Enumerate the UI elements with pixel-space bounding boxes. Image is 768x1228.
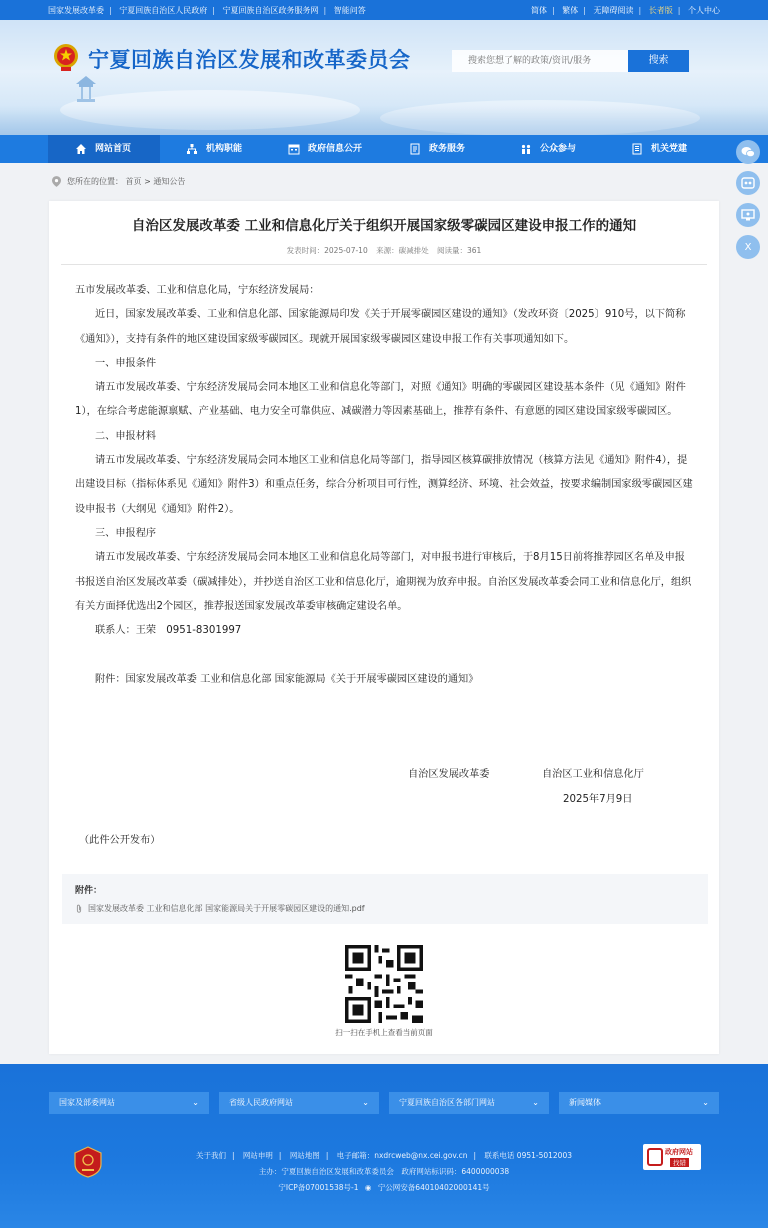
weibo-float-button[interactable] — [736, 171, 760, 195]
badge-line1: 政府网站 — [665, 1148, 693, 1156]
attachment-file-link[interactable] — [75, 903, 365, 914]
close-icon: X — [744, 241, 752, 253]
select-ministry-sites[interactable] — [49, 1092, 209, 1114]
footer-email: 电子邮箱：nxdrcweb@nx.cei.gov.cn — [336, 1151, 468, 1160]
link-smart-qa[interactable]: 智能问答 — [333, 6, 366, 15]
nav-info-disclosure[interactable] — [288, 135, 362, 163]
chevron-down-icon: ⌄ — [192, 1098, 199, 1107]
select-news-media-label: 新闻媒体 — [569, 1098, 601, 1107]
wechat-icon — [741, 146, 755, 158]
select-department-sites[interactable] — [389, 1092, 549, 1114]
breadcrumb-prefix: 您所在的位置： — [67, 177, 123, 186]
top-bar-left-links: 国家发展改革委 | 宁夏回族自治区人民政府 | 宁夏回族自治区政务服务网 | 智能问答 — [48, 6, 366, 15]
error-report-icon — [647, 1148, 663, 1166]
link-elder-mode[interactable]: 长者版 — [648, 6, 673, 15]
location-pin-icon — [52, 176, 61, 187]
top-bar — [0, 0, 768, 20]
link-nx-gov[interactable]: 宁夏回族自治区人民政府 — [119, 6, 208, 15]
footer-host: 主办：宁夏回族自治区发展和改革委员会 政府网站标识码：6400000038 — [258, 1167, 510, 1176]
nav-organization[interactable] — [186, 135, 242, 163]
nav-party-building-label: 机关党建 — [651, 144, 688, 154]
nav-home-label: 网站首页 — [95, 144, 132, 154]
article-body — [75, 279, 695, 692]
signer-miit: 自治区工业和信息化厅 — [542, 769, 644, 780]
breadcrumb — [52, 176, 185, 187]
monitor-float-button[interactable] — [736, 203, 760, 227]
paragraph-materials: 请五市发展改革委、宁东经济发展局会同本地区工业和信息化局等部门，指导园区核算碳排放情况（核算方法见《通知》附件4），提出建设目标（指标体系见《通知》附件3）和重点任务，综合分析项目可行性，测算经济、环境、社会效益，按要求编制国家级零碳园区建设申报书（大纲见《通知》附件2）。 — [75, 455, 693, 515]
main-nav — [0, 135, 768, 163]
footer-phone: 联系电话 0951-5012003 — [484, 1151, 573, 1160]
link-simplified[interactable]: 简体 — [531, 6, 547, 15]
breadcrumb-home[interactable]: 首页 — [125, 177, 142, 186]
nav-home[interactable] — [48, 135, 160, 163]
top-bar-right-links: 简体 | 繁体 | 无障碍阅读 | 长者版 | 个人中心 — [531, 6, 720, 15]
police-badge-icon: ◉ — [364, 1183, 372, 1192]
footer-info: 关于我们 | 网站申明 | 网站地图 | 电子邮箱：nxdrcweb@nx.cei.gov.cn | 联系电话 0951-5012003 主办：宁夏回族自治区发展和改革委员会 政府网站标识码：6400000038 宁ICP备07001538号-1 ◉ 宁公网安备64010402000141号 — [0, 1148, 768, 1196]
select-provincial-sites-label: 省级人民政府网站 — [229, 1098, 293, 1107]
view-count: 阅读量：361 — [437, 246, 482, 255]
weibo-icon — [741, 177, 755, 189]
salutation: 五市发展改革委、工业和信息化局，宁东经济发展局： — [75, 285, 320, 296]
link-ndrc[interactable]: 国家发展改革委 — [48, 6, 104, 15]
nav-gov-service-label: 政务服务 — [429, 144, 466, 154]
site-footer — [0, 1064, 768, 1228]
site-title[interactable]: 宁夏回族自治区发展和改革委员会 — [88, 47, 411, 72]
sign-date: 2025年7月9日 — [563, 794, 633, 805]
chevron-down-icon: ⌄ — [362, 1098, 369, 1107]
people-icon — [520, 143, 532, 155]
calendar-icon — [288, 143, 300, 155]
article-meta — [49, 245, 719, 256]
paragraph-intro: 近日，国家发展改革委、工业和信息化部、国家能源局印发《关于开展零碳园区建设的通知》（发改环资〔2025〕910号，以下简称《通知》），支持有条件的地区建设国家级零碳园区。现就开展国家级零碳园区建设申报工作有关事项通知如下。 — [75, 309, 686, 345]
footer-link-statement[interactable]: 网站申明 — [242, 1151, 273, 1160]
link-traditional[interactable]: 繁体 — [562, 6, 579, 15]
select-provincial-sites[interactable] — [219, 1092, 379, 1114]
paperclip-icon — [75, 904, 83, 914]
section-heading-materials: 二、申报材料 — [95, 430, 157, 442]
nav-public-participation[interactable] — [520, 135, 576, 163]
search-input[interactable] — [452, 50, 628, 72]
close-float-button[interactable] — [736, 235, 760, 259]
attachment-line: 附件：国家发展改革委 工业和信息化部 国家能源局《关于开展零碳园区建设的通知》 — [95, 673, 479, 685]
chevron-down-icon: ⌄ — [532, 1098, 539, 1107]
attachment-file-name: 国家发展改革委 工业和信息化部 国家能源局关于开展零碳园区建设的通知.pdf — [88, 904, 365, 913]
footer-police-record[interactable]: 宁公网安备64010402000141号 — [377, 1183, 490, 1192]
monitor-icon — [741, 209, 755, 221]
link-accessible[interactable]: 无障碍阅读 — [593, 6, 634, 15]
wechat-float-button[interactable] — [736, 140, 760, 164]
select-news-media[interactable] — [559, 1092, 719, 1114]
select-ministry-sites-label: 国家及部委网站 — [59, 1098, 115, 1107]
publish-time: 发表时间：2025-07-10 — [286, 246, 368, 255]
article-source: 来源：碳减排处 — [376, 246, 429, 255]
article-icon — [631, 143, 643, 155]
badge-line2: 找错 — [670, 1158, 689, 1167]
qr-code-icon — [345, 945, 423, 1023]
nav-public-participation-label: 公众参与 — [540, 144, 577, 154]
national-emblem-icon — [52, 42, 80, 72]
public-note: （此件公开发布） — [79, 835, 161, 846]
select-department-sites-label: 宁夏回族自治区各部门网站 — [399, 1098, 495, 1107]
footer-link-about[interactable]: 关于我们 — [195, 1151, 226, 1160]
org-chart-icon — [186, 143, 198, 155]
document-icon — [409, 143, 421, 155]
attachments-label: 附件： — [75, 886, 103, 896]
attachments-box — [62, 874, 708, 924]
link-personal-center[interactable]: 个人中心 — [688, 6, 720, 15]
nav-info-disclosure-label: 政府信息公开 — [308, 144, 363, 154]
contact-line: 联系人：王荣 0951-8301997 — [95, 625, 242, 637]
footer-icp[interactable]: 宁ICP备07001538号-1 — [278, 1183, 359, 1192]
paragraph-conditions: 请五市发展改革委、宁东经济发展局会同本地区工业和信息化等部门，对照《通知》明确的零碳园区建设基本条件（见《通知》附件1），在综合考虑能源禀赋、产业基础、电力安全可靠供应、减碳潜力等因素基础上，推荐有条件、有意愿的园区建设国家级零碳园区。 — [75, 382, 686, 418]
nav-party-building[interactable] — [631, 135, 687, 163]
article-card — [49, 201, 719, 1054]
nav-gov-service[interactable] — [409, 135, 465, 163]
title-divider — [61, 264, 707, 265]
pavilion-icon — [74, 74, 98, 102]
site-header — [0, 20, 768, 135]
footer-link-sitemap[interactable]: 网站地图 — [289, 1151, 320, 1160]
article-title: 自治区发展改革委 工业和信息化厅关于组织开展国家级零碳园区建设申报工作的通知 — [131, 218, 637, 234]
breadcrumb-current[interactable]: 通知公告 — [153, 177, 186, 186]
link-nx-service[interactable]: 宁夏回族自治区政务服务网 — [222, 6, 319, 15]
signer-ndrc: 自治区发展改革委 — [408, 769, 490, 780]
chevron-down-icon: ⌄ — [702, 1098, 709, 1107]
section-heading-conditions: 一、申报条件 — [95, 357, 157, 369]
nav-organization-label: 机构职能 — [206, 144, 243, 154]
search-button[interactable]: 搜索 — [628, 50, 689, 72]
paragraph-procedure: 请五市发展改革委、宁东经济发展局会同本地区工业和信息化局等部门，对申报书进行审核后，于8月15日前将推荐园区名单及申报书报送自治区发展改革委（碳减排处），并抄送自治区工业和信息化厅，逾期视为放弃申报。自治区发展改革委会同工业和信息化厅，组织有关方面择优选出2个园区，推荐报送国家发展改革委审核确定建设名单。 — [75, 552, 692, 612]
gov-site-error-badge[interactable] — [643, 1144, 701, 1170]
breadcrumb-separator: > — [144, 177, 151, 186]
section-heading-procedure: 三、申报程序 — [95, 527, 157, 539]
home-icon — [75, 143, 87, 155]
qr-caption: 扫一扫在手机上查看当前页面 — [335, 1028, 433, 1037]
